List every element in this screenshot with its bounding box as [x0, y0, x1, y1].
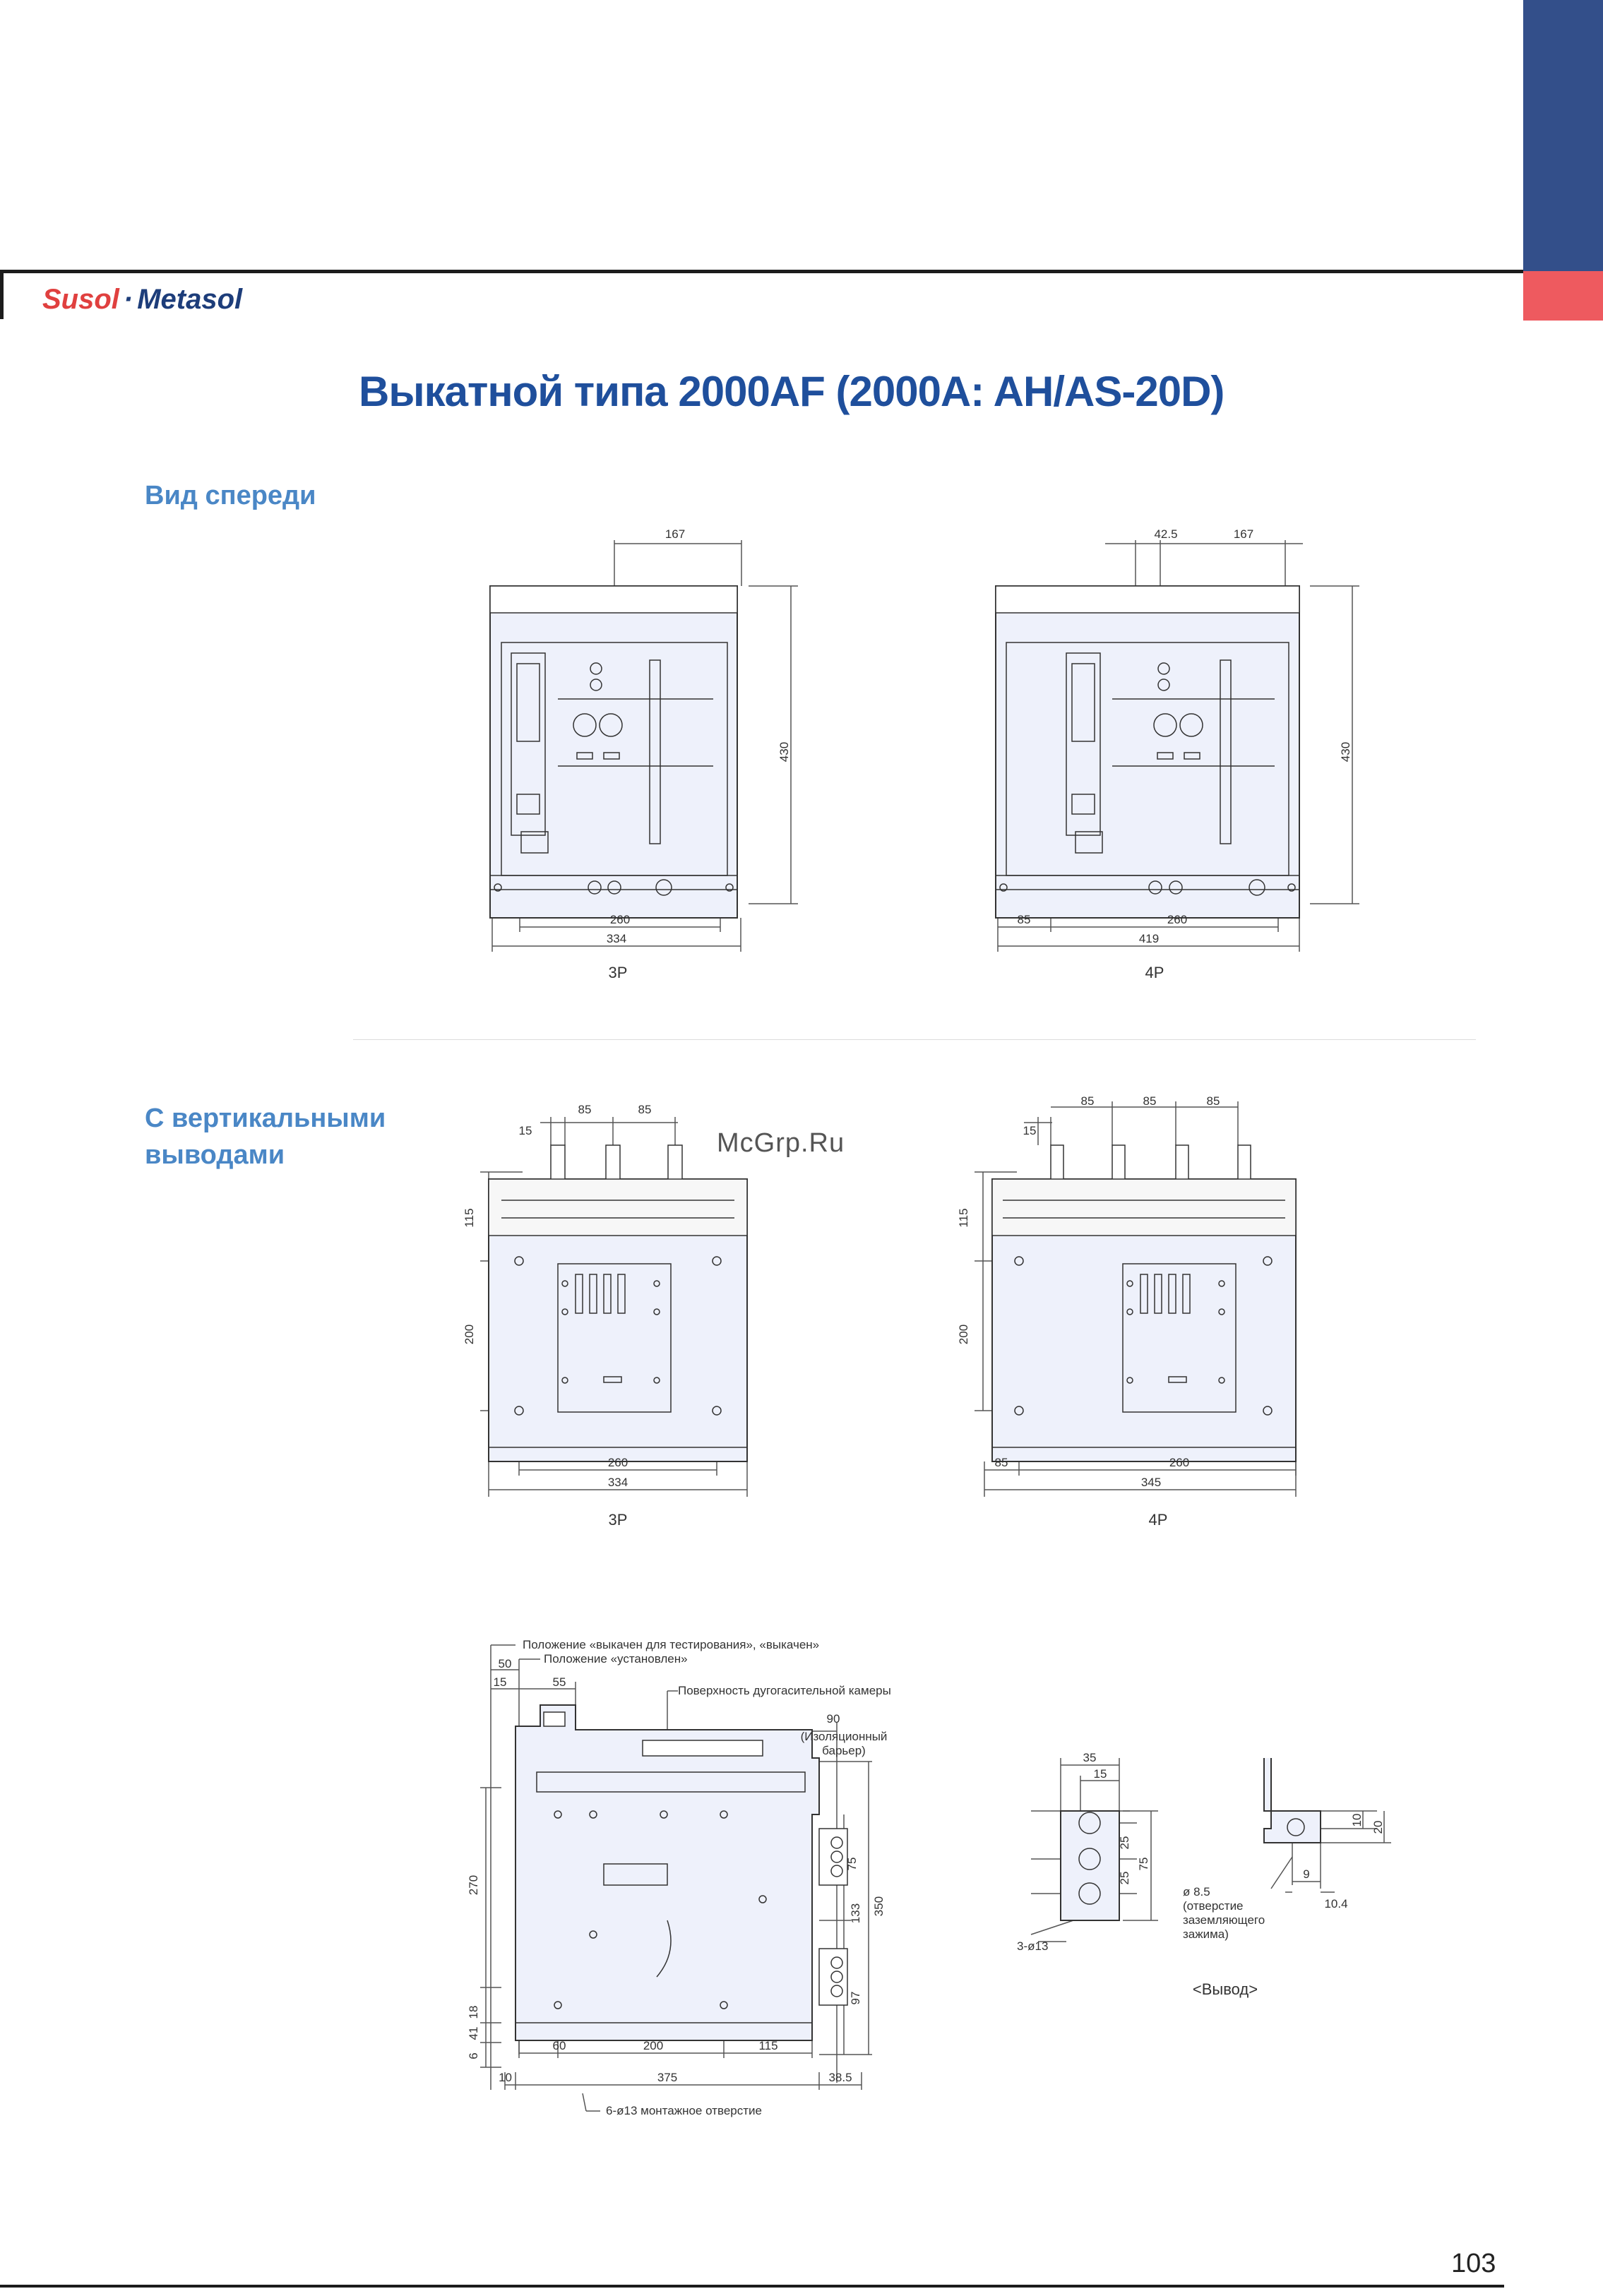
side-pos-installed: Положение «установлен»	[544, 1652, 688, 1666]
footer-rule	[0, 2285, 1504, 2288]
dim-v3p-85a: 85	[578, 1103, 592, 1116]
dim-4p-85: 85	[1017, 913, 1031, 926]
dim-v4p-200: 200	[957, 1324, 970, 1345]
brand-logo	[42, 284, 242, 316]
brand-metasol: Metasol	[137, 284, 243, 315]
drawing-terminal-detail	[1010, 1744, 1398, 2012]
drawing-front-4p	[985, 522, 1381, 988]
side-d41: 41	[467, 2026, 480, 2040]
dim-4p-430: 430	[1339, 741, 1352, 763]
label-vertical-4p: 4P	[1148, 1511, 1168, 1529]
section-vertical-line-2: выводами	[145, 1140, 285, 1170]
side-arc-surface: Поверхность дугогасительной камеры	[678, 1684, 891, 1697]
terminal-caption: <Вывод>	[1192, 1980, 1258, 1998]
term-d15: 15	[1093, 1767, 1107, 1781]
side-d18: 18	[467, 2005, 480, 2019]
side-tab-blue	[1523, 0, 1603, 271]
side-barrier-2: барьер)	[822, 1744, 866, 1757]
drawing-vertical-3p	[452, 1094, 777, 1539]
dim-v4p-85a: 85	[1080, 1094, 1095, 1108]
side-pos-test: Положение «выкачен для тестирования», «выкачен»	[523, 1638, 820, 1651]
dim-4p-167: 167	[1233, 527, 1254, 541]
side-d10: 10	[499, 2071, 512, 2084]
dim-v4p-85: 85	[994, 1456, 1008, 1469]
side-tab-red	[1523, 271, 1603, 321]
dim-v3p-15: 15	[518, 1124, 532, 1137]
side-d75: 75	[845, 1857, 859, 1871]
term-ground-3: заземляющего	[1183, 1913, 1265, 1927]
dim-3p-167: 167	[665, 527, 686, 541]
side-d15: 15	[493, 1675, 507, 1689]
dim-v3p-334: 334	[607, 1476, 628, 1489]
label-vertical-3p: 3P	[608, 1511, 628, 1529]
section-vertical-terminals	[145, 1100, 386, 1173]
dim-v4p-115: 115	[957, 1208, 970, 1228]
side-d97: 97	[849, 1991, 862, 2005]
side-d270: 270	[467, 1875, 480, 1896]
side-d6: 6	[467, 2052, 480, 2059]
header-rule	[0, 270, 1523, 273]
section-divider	[353, 1039, 1476, 1040]
side-d133: 133	[849, 1903, 862, 1924]
dim-v4p-345: 345	[1140, 1476, 1162, 1489]
brand-susol: Susol	[42, 284, 119, 315]
page-title: Выкатной типа 2000AF (2000A: AH/AS-20D)	[359, 368, 1224, 415]
label-front-4p: 4P	[1145, 964, 1164, 981]
term-holes: 3-ø13	[1017, 1939, 1049, 1953]
term-d25b: 25	[1118, 1871, 1131, 1885]
side-d50: 50	[498, 1657, 512, 1670]
term-d25a: 25	[1118, 1836, 1131, 1850]
dim-4p-260: 260	[1167, 913, 1188, 926]
term-ground-4: зажима)	[1183, 1927, 1229, 1941]
side-d115: 115	[758, 2039, 778, 2052]
page-number: 103	[1451, 2249, 1496, 2278]
term-d10: 10	[1350, 1813, 1364, 1827]
dim-v4p-85b: 85	[1143, 1094, 1157, 1108]
term-ground-2: (отверстие	[1183, 1899, 1244, 1913]
section-vertical-line-1: С вертикальными	[145, 1104, 386, 1133]
term-d20: 20	[1371, 1820, 1385, 1834]
dim-v4p-260: 260	[1169, 1456, 1190, 1469]
side-d60: 60	[552, 2039, 566, 2052]
side-d38-5: 38.5	[828, 2071, 852, 2084]
side-d350: 350	[872, 1896, 886, 1917]
drawing-vertical-4p	[953, 1094, 1349, 1539]
brand-separator: ·	[123, 284, 133, 315]
term-d35: 35	[1083, 1751, 1097, 1764]
dim-3p-334: 334	[606, 932, 627, 945]
label-front-3p: 3P	[608, 964, 628, 981]
header-left-tick	[0, 270, 4, 319]
dim-v3p-85b: 85	[638, 1103, 652, 1116]
drawing-side-view	[452, 1631, 960, 2125]
dim-4p-419: 419	[1138, 932, 1160, 945]
dim-4p-42-5: 42.5	[1154, 527, 1178, 541]
dim-3p-260: 260	[609, 913, 631, 926]
dim-v4p-15: 15	[1023, 1124, 1037, 1137]
watermark: McGrp.Ru	[717, 1128, 845, 1158]
side-d200: 200	[643, 2039, 664, 2052]
side-d90: 90	[826, 1712, 840, 1726]
term-ground-1: ø 8.5	[1183, 1885, 1210, 1899]
section-front-view: Вид спереди	[145, 481, 316, 510]
term-d75: 75	[1137, 1857, 1150, 1871]
dim-v3p-115: 115	[463, 1208, 476, 1228]
dim-v3p-200: 200	[463, 1324, 476, 1345]
dim-v3p-260: 260	[607, 1456, 628, 1469]
dim-v4p-85c: 85	[1206, 1094, 1220, 1108]
term-d9: 9	[1303, 1867, 1310, 1881]
side-d375: 375	[657, 2071, 678, 2084]
side-mount-holes: 6-ø13 монтажное отверстие	[606, 2104, 762, 2117]
drawing-front-3p	[480, 522, 819, 988]
side-d55: 55	[552, 1675, 566, 1689]
side-barrier-1: (Изоляционный	[800, 1730, 888, 1743]
term-d10-4: 10.4	[1324, 1897, 1348, 1911]
dim-3p-430: 430	[777, 741, 791, 763]
